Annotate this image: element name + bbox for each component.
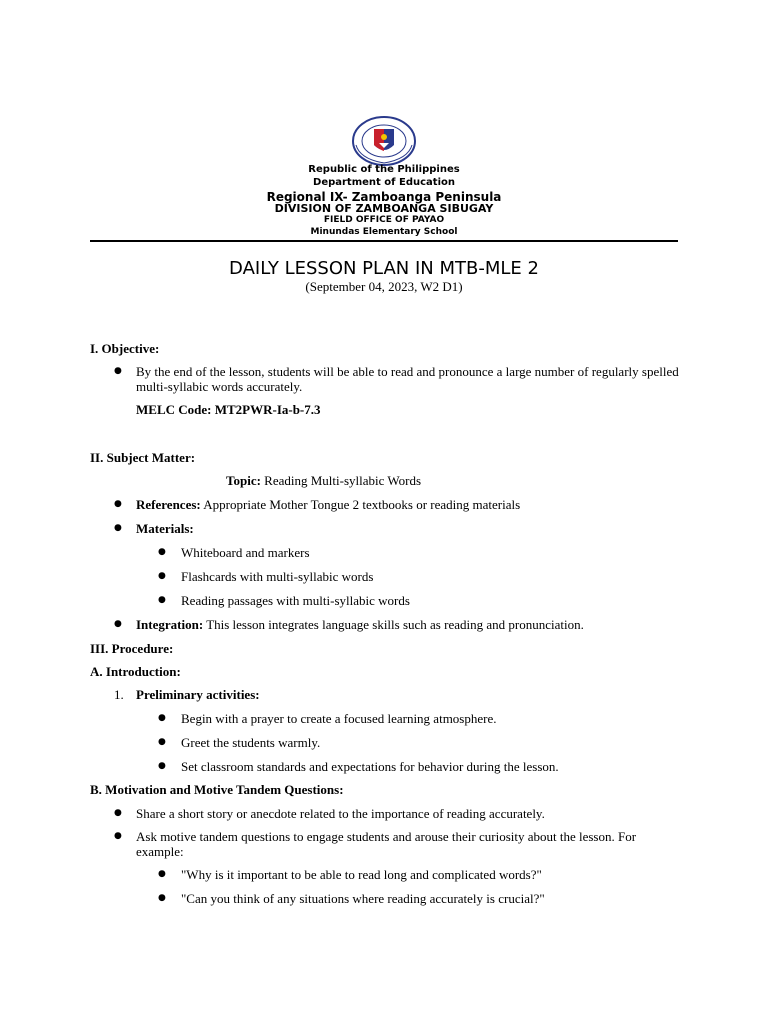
bullet-icon: ●: [114, 831, 122, 841]
procedure-heading: III. Procedure:: [90, 641, 174, 656]
material-item: Reading passages with multi-syllabic words: [181, 593, 410, 608]
melc-code: MELC Code: MT2PWR-Ia-b-7.3: [136, 402, 321, 417]
motive-question: "Can you think of any situations where reading accurately is crucial?": [181, 891, 545, 906]
integration-label: Integration:: [136, 617, 204, 632]
preliminary-item: Greet the students warmly.: [181, 735, 321, 750]
motive-question: "Why is it important to be able to read long and complicated words?": [181, 867, 542, 882]
introduction-heading: A. Introduction:: [90, 664, 181, 679]
motivation-item: Ask motive tandem questions to engage students and arouse their curiosity about the lesson. For example:: [136, 829, 637, 859]
subject-matter-heading: II. Subject Matter:: [90, 450, 196, 465]
preliminary-item: Set classroom standards and expectations for behavior during the lesson.: [181, 759, 559, 774]
bullet-icon: ●: [114, 523, 122, 533]
header-school: Minundas Elementary School: [310, 227, 458, 237]
bullet-icon: ●: [114, 619, 122, 629]
list-number: 1.: [114, 687, 124, 702]
bullet-icon: ●: [114, 366, 122, 376]
references-value: Appropriate Mother Tongue 2 textbooks or reading materials: [203, 497, 521, 512]
objective-heading: I. Objective:: [90, 341, 160, 356]
lesson-date: (September 04, 2023, W2 D1): [305, 279, 463, 294]
bullet-icon: ●: [158, 547, 166, 557]
references-line: [136, 497, 520, 512]
preliminary-label: Preliminary activities:: [136, 687, 260, 702]
bullet-icon: ●: [158, 737, 166, 747]
topic-line: [226, 473, 421, 488]
bullet-icon: ●: [158, 761, 166, 771]
header-department: Department of Education: [313, 177, 455, 188]
material-item: Flashcards with multi-syllabic words: [181, 569, 374, 584]
bullet-icon: ●: [158, 571, 166, 581]
header-republic: Republic of the Philippines: [308, 164, 460, 175]
materials-label: Materials:: [136, 521, 194, 536]
references-label: References:: [136, 497, 201, 512]
motivation-heading: B. Motivation and Motive Tandem Questions:: [90, 782, 344, 797]
topic-value: Reading Multi-syllabic Words: [264, 473, 422, 488]
bullet-icon: ●: [158, 595, 166, 605]
preliminary-item: Begin with a prayer to create a focused learning atmosphere.: [181, 711, 497, 726]
bullet-icon: ●: [158, 893, 166, 903]
material-item: Whiteboard and markers: [181, 545, 310, 560]
motivation-item: Share a short story or anecdote related to the importance of reading accurately.: [136, 806, 545, 821]
objective-text: By the end of the lesson, students will be able to read and pronounce a large number of regularly spelled multi-syllabic words accurately.: [136, 364, 679, 394]
bullet-icon: ●: [158, 869, 166, 879]
header-region: Regional IX- Zamboanga Peninsula: [266, 190, 502, 204]
bullet-icon: ●: [114, 499, 122, 509]
topic-label: Topic:: [226, 473, 261, 488]
bullet-icon: ●: [114, 808, 122, 818]
bullet-icon: ●: [158, 713, 166, 723]
page-title: DAILY LESSON PLAN IN MTB-MLE 2: [229, 258, 539, 279]
deped-seal-icon: [350, 115, 418, 167]
header-division: DIVISION OF ZAMBOANGA SIBUGAY: [274, 202, 494, 215]
integration-line: [136, 617, 584, 632]
header-divider: [90, 240, 678, 242]
header-field-office: FIELD OFFICE OF PAYAO: [323, 215, 445, 225]
integration-value: This lesson integrates language skills such as reading and pronunciation.: [206, 617, 584, 632]
